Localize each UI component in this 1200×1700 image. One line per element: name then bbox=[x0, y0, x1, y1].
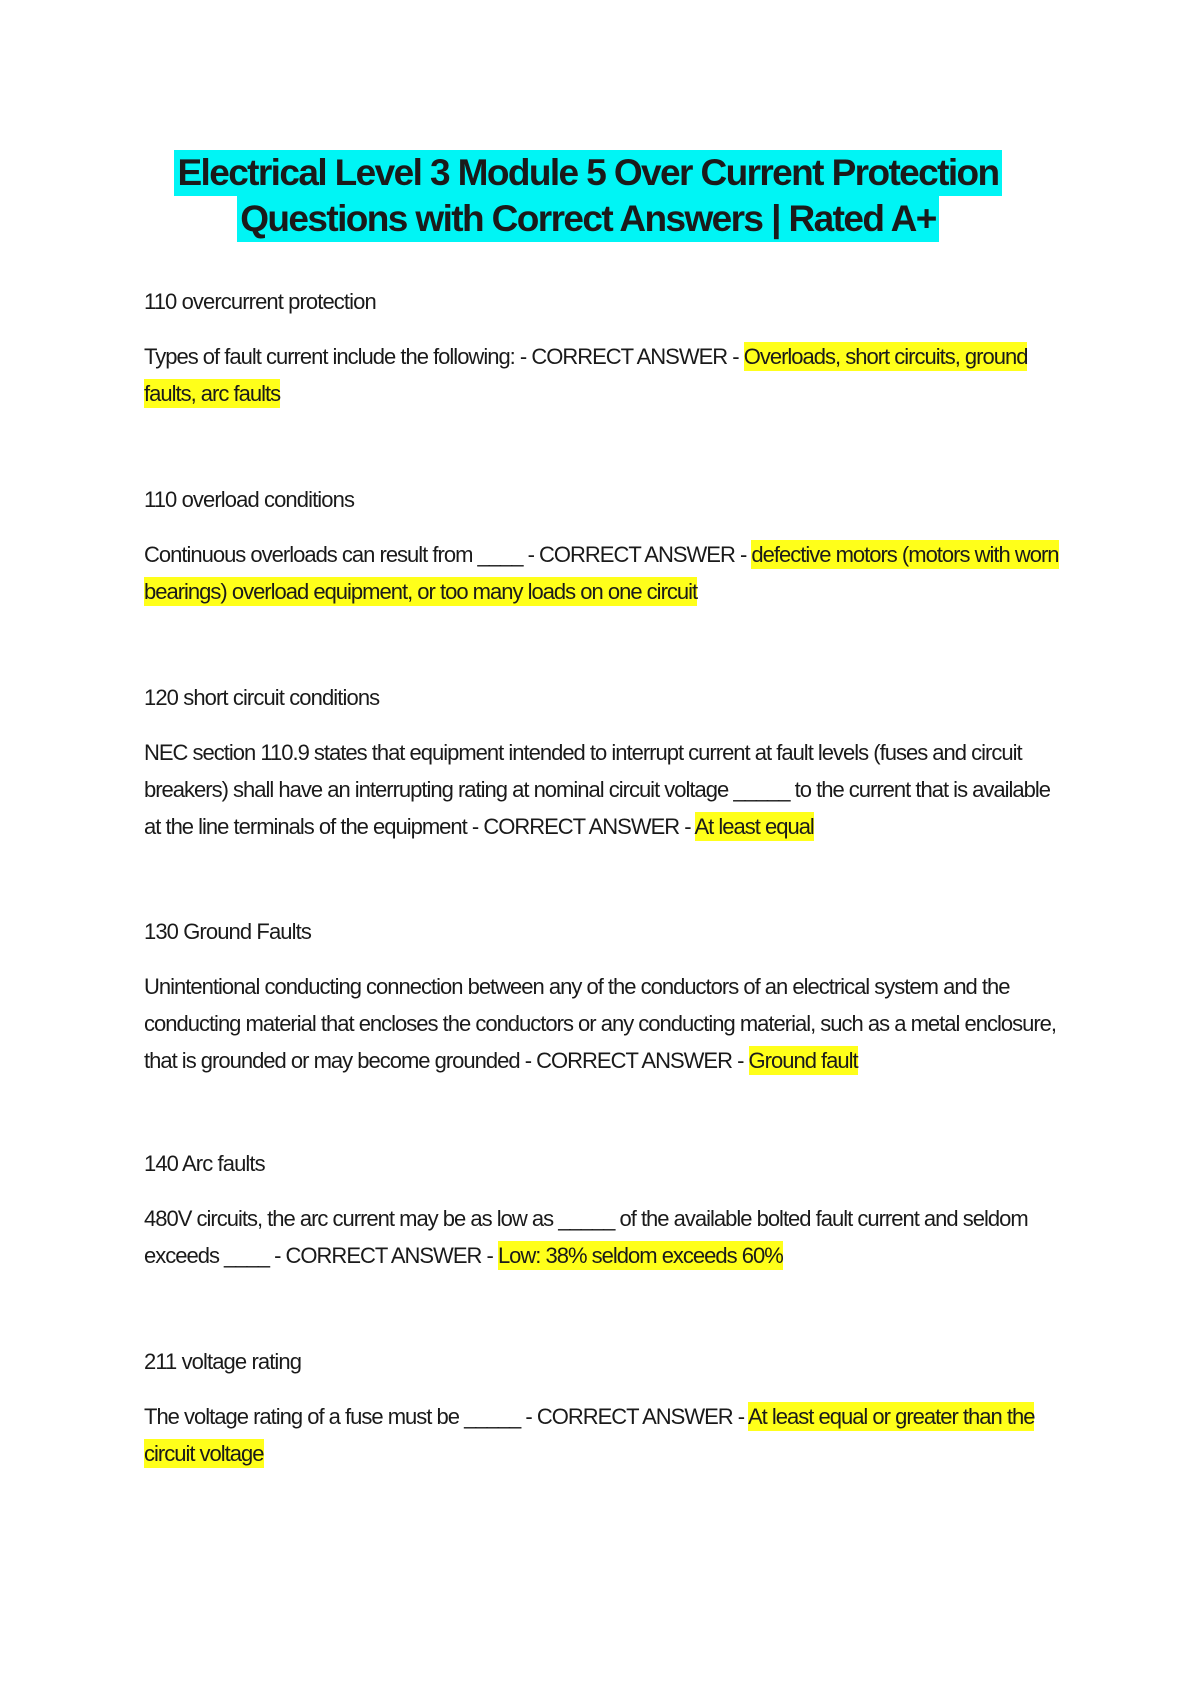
qa-item-2 bbox=[144, 486, 1064, 610]
qa-heading: 110 overcurrent protection bbox=[144, 289, 376, 314]
qa-answer: Low: 38% seldom exceeds 60% bbox=[497, 1243, 783, 1268]
qa-item-5 bbox=[144, 1150, 1064, 1274]
qa-item-4 bbox=[144, 918, 1064, 1079]
document-title bbox=[0, 150, 1200, 242]
qa-answer: defective motors (motors with worn bearings) overload equipment, or too many loads on one circuit bbox=[144, 542, 1059, 604]
qa-body bbox=[144, 536, 1064, 610]
qa-item-3 bbox=[144, 684, 1064, 845]
title-line-2: Questions with Correct Answers | Rated A+ bbox=[237, 196, 939, 242]
qa-question: Types of fault current include the following: - CORRECT ANSWER - bbox=[144, 344, 744, 369]
title-line-1: Electrical Level 3 Module 5 Over Current Protection bbox=[174, 150, 1001, 196]
qa-body bbox=[144, 734, 1064, 845]
qa-answer: Overloads, short circuits, ground faults, arc faults bbox=[144, 344, 1028, 406]
qa-heading: 110 overload conditions bbox=[144, 487, 355, 512]
qa-heading: 211 voltage rating bbox=[144, 1349, 302, 1374]
qa-body bbox=[144, 338, 1064, 412]
qa-answer: At least equal or greater than the circuit voltage bbox=[144, 1404, 1035, 1466]
qa-answer: At least equal bbox=[694, 814, 814, 839]
qa-item-6 bbox=[144, 1348, 1064, 1472]
qa-question: NEC section 110.9 states that equipment intended to interrupt current at fault levels (fuses and circuit breakers) shall have an interrupting rating at nominal circuit voltage _____ to the current that is available at the line terminals of the equipment - CORRECT ANSWER - bbox=[144, 740, 1051, 839]
qa-question: Continuous overloads can result from ____ - CORRECT ANSWER - bbox=[144, 542, 752, 567]
qa-question: The voltage rating of a fuse must be _____ - CORRECT ANSWER - bbox=[144, 1404, 748, 1429]
qa-body bbox=[144, 968, 1064, 1079]
qa-question: Unintentional conducting connection between any of the conductors of an electrical system and the conducting material that encloses the conductors or any conducting material, such as a metal enclosure, that is grounded or may become grounded - CORRECT ANSWER - bbox=[144, 974, 1056, 1073]
qa-answer: Ground fault bbox=[748, 1048, 858, 1073]
qa-heading: 140 Arc faults bbox=[144, 1151, 265, 1176]
qa-heading: 130 Ground Faults bbox=[144, 919, 311, 944]
qa-body bbox=[144, 1398, 1064, 1472]
qa-heading: 120 short circuit conditions bbox=[144, 685, 380, 710]
qa-body bbox=[144, 1200, 1064, 1274]
qa-item-1 bbox=[144, 288, 1064, 412]
qa-question: 480V circuits, the arc current may be as low as _____ of the available bolted fault current and seldom exceeds ____ - CORRECT ANSWER - bbox=[144, 1206, 1028, 1268]
